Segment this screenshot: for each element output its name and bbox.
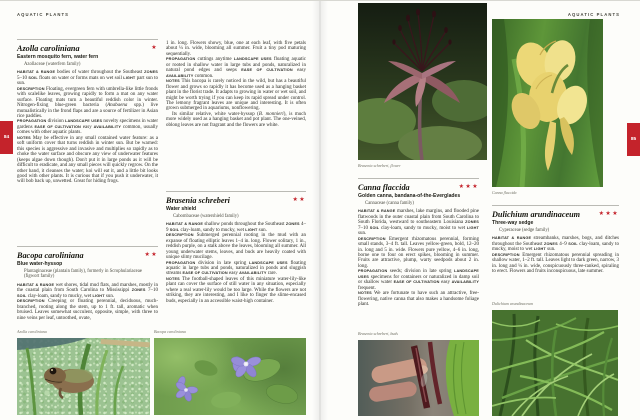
species-common-name: Water shield: [166, 206, 197, 212]
entry-body: [166, 222, 306, 304]
entry-divider: [358, 178, 479, 179]
entry-paragraph: NOTES We are fortunate to have such an attractive, free-flowering, native canna that also makes a handsome foliage plant.: [358, 291, 479, 308]
photo-caption-brasenia-buds: Brasenia schreberi, buds: [358, 331, 398, 336]
entry-body: [17, 70, 158, 185]
entry-body: [17, 283, 158, 321]
entry-bacopa-continuation: [166, 41, 306, 128]
entry-dulichium-arundinaceum: [492, 205, 619, 275]
entry-heading-row: [358, 183, 479, 192]
brasenia-flower-photo-illustration: [358, 3, 487, 160]
species-family: Azollaceae (waterfern family): [24, 61, 81, 67]
photo-canna-flower: [492, 19, 603, 187]
entry-bacopa-caroliniana: [17, 246, 158, 321]
entry-paragraph: PROPAGATION division LANDSCAPE USES novelty specimens in water gardens EASE OF CULTIVATION easy AVAILABILITY common, usually comes with other aquatic plants.: [17, 119, 158, 136]
photo-caption-bacopa: Bacopa caroliniana: [154, 329, 186, 334]
bacopa-photo-illustration: [154, 338, 306, 415]
entry-paragraph: NOTES This bacopa is rarely noticed in the wild, but has a beautiful flower and grows so rapidly it has become used as a hanging basket plant in the florist trade. It adapts to growing in water or wet soil, and might be worth trying if you can keep its rapid spread under control. The lemony fragrant leaves are unique and interesting. It is often grown submerged in aquariums, nonflowering.: [166, 79, 306, 112]
entry-divider: [492, 205, 619, 206]
species-family: Plantaginaceae (plantain family), formerly in Scrophulariaceae (figwort family): [24, 268, 142, 279]
entry-paragraph: HABITAT & RANGE shallow ponds throughout the Southeast ZONES 4–9 SOIL clay-loam, sandy to mucky, wet LIGHT sun.: [166, 222, 307, 233]
entry-divider: [17, 39, 158, 40]
entry-paragraph: PROPAGATION cuttings anytime LANDSCAPE USES floating aquatic or rooted in shallow water in large tubs and ponds, naturalized in natural pond edges and seeps EASE OF CULTIVATION easy AVAILABILITY common.: [166, 57, 306, 79]
photo-caption-brasenia-flower: Brasenia schreberi, flower: [358, 163, 401, 168]
species-common-name: Blue water-hyssop: [17, 261, 63, 267]
species-common-name: Eastern mosquito fern, water fern: [17, 54, 99, 60]
entry-divider: [17, 246, 158, 247]
page-number: 85: [630, 137, 637, 142]
page-number: 84: [3, 135, 10, 140]
photo-bacopa-flowers: [154, 338, 306, 415]
rating-stars: ★★: [144, 251, 158, 258]
entry-paragraph: PROPAGATION division in late spring LANDSCAPE USES floating aquatic in large tubs and ponds, naturalized in ponds and sluggish streams EASE OF CULTIVATION easy AVAILABILITY rare.: [166, 260, 306, 277]
canna-photo-illustration: [492, 19, 603, 187]
entry-paragraph: DESCRIPTION Creeping or floating perennial, deciduous, much-branched, rooting along the stem, up to 1 ft. tall, aromatic when bruised. Leaves somewhat succulent, opposite, simple, with three to nine veins per leaf, untoothed, ovate,: [17, 299, 158, 321]
species-scientific-name: Bacopa caroliniana: [17, 250, 84, 260]
species-family: Cannaceae (canna family): [365, 200, 414, 206]
brasenia-buds-photo-illustration: [358, 340, 479, 416]
entry-body: [492, 236, 619, 274]
bacopa-flower-small: [174, 375, 197, 402]
entry-heading-row: [17, 251, 158, 260]
entry-body: [166, 41, 306, 128]
entry-paragraph: HABITAT & RANGE marshes, lake margins, and flooded pine flatwoods in the outer coastal plain from South Carolina to South Florida, westward to southeastern Louisiana ZONES 7–10 SOIL clay-loam, sandy to mucky, moist to wet LIGHT sun.: [358, 209, 479, 237]
rating-stars: ★★: [292, 196, 306, 203]
entry-azolla-caroliniana: [17, 39, 158, 185]
photo-brasenia-buds: [358, 340, 479, 416]
entry-paragraph: HABITAT & RANGE wet shores, tidal mud flats, and marshes, mostly in the coastal plain from South Carolina to Mississippi ZONES 7–10 SOIL clay-loam, sandy to mucky, wet LIGHT sun.: [17, 282, 158, 299]
entry-body: [358, 209, 479, 307]
photo-caption-azolla: Azolla caroliniana: [17, 329, 47, 334]
species-family: Cyperaceae (sedge family): [499, 227, 550, 233]
page-number-tab-right: [627, 123, 640, 156]
entry-heading-row: [166, 196, 306, 205]
species-scientific-name: Dulichium arundinaceum: [492, 209, 581, 219]
species-common-name: Three-way sedge: [492, 220, 534, 226]
entry-canna-flaccida: [358, 178, 479, 308]
entry-heading-row: [492, 210, 619, 219]
species-family: Cabombaceae (watershield family): [173, 213, 239, 219]
entry-paragraph: DESCRIPTION Emergent rhizomatous perennial spreading in shallow water, 1–2 ft. tall. Leaves light to dark green, narrow, 3 in. long and ¼ in. wide, conspicuously three-ranked, spiraling to erect. Flowers and fruits inconspicuous, late summer.: [492, 252, 619, 275]
photo-dulichium-foliage: [492, 310, 618, 416]
rating-stars: ★: [151, 44, 158, 51]
species-scientific-name: Canna flaccida: [358, 182, 410, 192]
entry-paragraph: Its similar relative, white water-hyssop (B. monnieri), is much more widely used as a hanging basket and pot plant. The one-veined, oblong leaves are not fragrant and the flowers are white.: [166, 111, 306, 128]
entry-paragraph: NOTES The football-shaped leaves of this miniature water-lily-like plant can cover the surface of still water in any situation, especially where a real water-lily would be too large. While the flowers are not striking, they are interesting, and I like to finger the slime-encased buds, especially in an accessible waist-high container.: [166, 276, 306, 304]
page-number-tab-left: [0, 121, 13, 154]
species-scientific-name: Azolla caroliniana: [17, 43, 80, 53]
running-head-left: AQUATIC PLANTS: [17, 12, 70, 17]
rating-stars: ★★★: [458, 183, 479, 190]
page-gutter: [312, 1, 328, 420]
photo-caption-canna: Canna flaccida: [492, 190, 517, 195]
entry-divider: [166, 191, 306, 192]
entry-paragraph: HABITAT & RANGE streambanks, marshes, bogs, and ditches throughout the Southeast ZONES 4–9 SOIL clay-loam, sandy to mucky, moist to wet LIGHT sun.: [492, 236, 620, 253]
entry-paragraph: DESCRIPTION Emergent rhizomatous perennial, forming small stands, 3–4 ft. tall. Leaves yellow-green, bold, 12–20 in. long and 5 in. wide. Flowers pure yellow, 4–6 in. long, borne one to four on erect spikes, blooming in summer. Fruits are attractive, plump, warty seedpods about 2 in. long.: [358, 236, 479, 269]
species-scientific-name: Brasenia schreberi: [166, 195, 230, 205]
entry-paragraph: NOTES May be effective in any small contained water feature: as a soft uniform cover that turns reddish in winter sun. But be warned: this species is aggressive and invasive and multiplies so rapidly as to choke the water surface and obscure any view of underwater features (keeps algae down though). Don't put it in large ponds as it will be difficult to eradicate, and any small pieces will quickly regrow. On the other hand, it cleanses the water; koi will eat it, and a little bit looks good with other plants. It is curious that if you push it underwater, it will bob back up, unwetted. Great for hiding frogs.: [17, 135, 158, 185]
entry-paragraph: DESCRIPTION Submerged perennial rooting in the mud with an expanse of floating elliptic leaves 1–4 in. long. Flower solitary, 1 in., reddish purple, on a stalk above the leaves, blooming all summer. All young underwater stems, leaves, and buds are heavily coated with unique slimy mucilage.: [166, 233, 306, 261]
photo-caption-dulichium: Dulichium arundinaceum: [492, 301, 533, 306]
rating-stars: ★★★: [598, 210, 619, 217]
entry-heading-row: [17, 44, 158, 53]
entry-paragraph: PROPAGATION seeds; division in late spring LANDSCAPE USES specimens for containers or naturalized in damp soil or shallow water EASE OF CULTIVATION easy AVAILABILITY frequent.: [358, 269, 480, 291]
photo-brasenia-flower: [358, 3, 487, 160]
entry-paragraph: DESCRIPTION Floating, evergreen fern with umbrella-like little fronds with scalelike leaves, growing rapidly to form a mat on any water surface. Floating mats turn a beautiful reddish color in winter. Nitrogen-fixing blue-green bacteria (Anabaena spp.) live mutualistically in the frond flaps and are a source of fertilizer in Asian rice paddies.: [17, 86, 159, 120]
running-head-right: AQUATIC PLANTS: [567, 12, 620, 17]
entry-paragraph: 1 in. long. Flowers showy, blue, one at each leaf, with five petals about ¼ in. wide, blooming all summer. Fruit a tiny pod maturing sequentially.: [166, 41, 306, 57]
dulichium-photo-illustration: [492, 310, 618, 416]
species-common-name: Golden canna, bandana-of-the-Everglades: [358, 193, 461, 199]
azolla-photo-illustration: [17, 338, 150, 415]
photo-azolla-frog: [17, 338, 150, 415]
entry-brasenia-schreberi: [166, 191, 306, 304]
entry-paragraph: HABITAT & RANGE bodies of water throughout the Southeast ZONES 5–10 SOIL floats on water or forms mats on wet soil LIGHT part sun to sun.: [17, 70, 159, 87]
